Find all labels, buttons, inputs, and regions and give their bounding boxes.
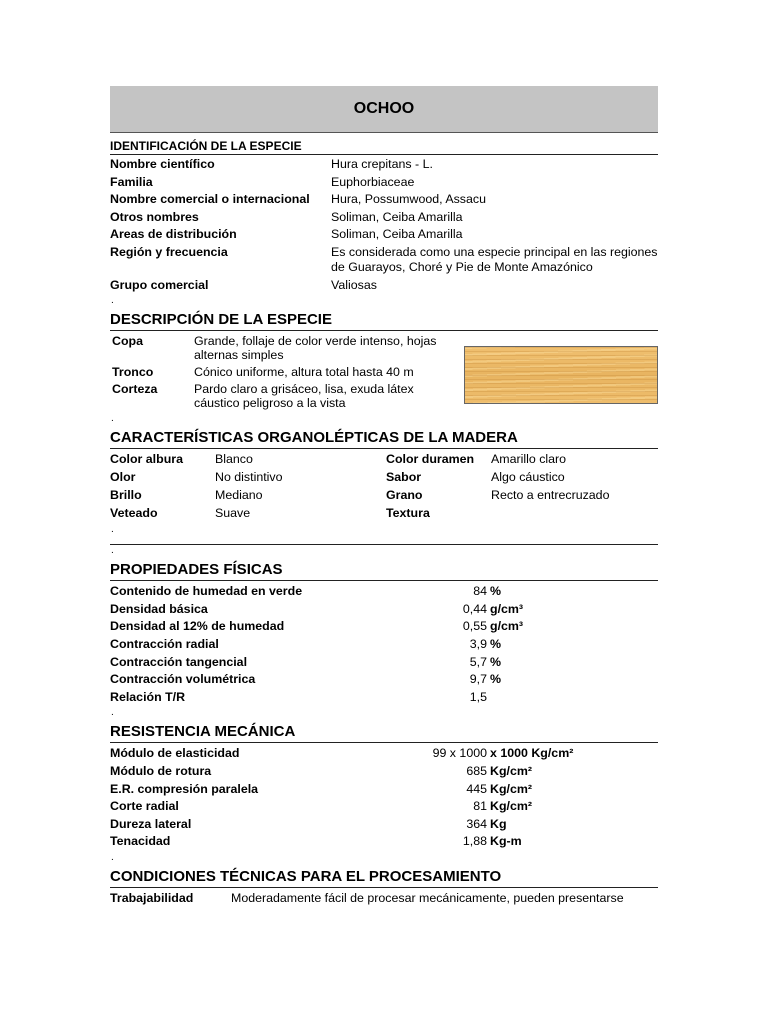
section-identificacion-heading: IDENTIFICACIÓN DE LA ESPECIE: [110, 133, 658, 155]
row-label: Veteado: [110, 506, 158, 521]
row-value: 685: [466, 763, 487, 778]
row-value: 9,7: [469, 672, 487, 687]
row-value: Amarillo claro: [491, 452, 567, 467]
row-label: Densidad al 12% de humedad: [110, 619, 285, 634]
row-value: Hura, Possumwood, Assacu: [331, 192, 486, 207]
table-row: [110, 488, 658, 503]
table-row: [110, 334, 450, 362]
organolepticas-table: [110, 452, 658, 521]
table-row: [110, 157, 658, 172]
table-row: [110, 655, 658, 670]
fisicas-table: [110, 584, 658, 705]
table-row: [110, 602, 658, 617]
row-value: 81: [473, 799, 487, 814]
table-row: [110, 192, 658, 207]
section-condiciones-heading: CONDICIONES TÉCNICAS PARA EL PROCESAMIENTO: [110, 864, 658, 888]
row-label: Corteza: [112, 382, 158, 397]
row-value: 3,9: [469, 636, 487, 651]
section-fisicas-heading: PROPIEDADES FÍSICAS: [110, 557, 658, 581]
row-unit: %: [490, 584, 502, 599]
row-label: E.R. compresión paralela: [110, 781, 259, 796]
row-label: Color albura: [110, 452, 183, 467]
mecanica-table: [110, 746, 658, 849]
row-unit: [487, 690, 490, 705]
row-value: No distintivo: [215, 470, 283, 485]
row-label: Contenido de humedad en verde: [110, 584, 303, 599]
separator-dot: .: [111, 295, 114, 307]
table-row: [110, 834, 658, 849]
table-row: [110, 782, 658, 797]
table-row: [110, 210, 658, 225]
row-value: Recto a entrecruzado: [491, 488, 610, 503]
row-label: Tronco: [112, 365, 154, 380]
row-label: Olor: [110, 470, 136, 485]
row-label: Otros nombres: [110, 209, 199, 224]
row-value: 1,5: [469, 689, 487, 704]
species-title: OCHOO: [110, 86, 658, 133]
section-descripcion-heading: DESCRIPCIÓN DE LA ESPECIE: [110, 307, 658, 331]
wood-sample-image: [464, 346, 658, 404]
row-value: Pardo claro a grisáceo, lisa, exuda látex cáustico peligroso a la vista: [194, 382, 414, 411]
table-row: [110, 278, 658, 293]
table-row: [110, 365, 450, 379]
row-label: Color duramen: [386, 452, 475, 467]
row-label: Textura: [386, 506, 430, 521]
row-value: Grande, follaje de color verde intenso, hojas alternas simples: [194, 334, 437, 363]
row-label: Areas de distribución: [110, 227, 237, 242]
section-mecanica-heading: RESISTENCIA MECÁNICA: [110, 719, 658, 743]
descripcion-table: [110, 334, 450, 413]
row-label: Región y frecuencia: [110, 244, 228, 259]
row-unit: Kg/cm²: [490, 799, 532, 814]
separator-dot: .: [111, 851, 114, 863]
table-row: [110, 690, 658, 705]
row-value: Soliman, Ceiba Amarilla: [331, 227, 463, 242]
row-label: Contracción tangencial: [110, 654, 248, 669]
table-row: [110, 175, 658, 190]
row-label: Copa: [112, 334, 143, 349]
row-label: Densidad básica: [110, 601, 208, 616]
row-label: Módulo de rotura: [110, 763, 212, 778]
row-value: 0,44: [462, 601, 487, 616]
row-value: Hura crepitans - L.: [331, 157, 433, 171]
row-unit: x 1000 Kg/cm²: [490, 746, 574, 761]
separator-dot: .: [111, 545, 114, 557]
table-row: [110, 746, 658, 761]
row-value: 0,55: [462, 619, 487, 634]
row-value: 445: [466, 781, 487, 796]
row-value: Euphorbiaceae: [331, 174, 415, 189]
row-label: Tenacidad: [110, 834, 171, 849]
table-row: [110, 891, 658, 906]
row-value: Algo cáustico: [491, 470, 565, 485]
row-label: Corte radial: [110, 799, 179, 814]
row-value: Soliman, Ceiba Amarilla: [331, 209, 463, 224]
row-label: Sabor: [386, 470, 422, 485]
row-label: Trabajabilidad: [110, 890, 194, 905]
datasheet: [110, 86, 658, 906]
table-row: [110, 227, 658, 242]
row-label: Grano: [386, 488, 423, 503]
table-row: [110, 506, 658, 521]
row-unit: Kg/cm²: [490, 781, 532, 796]
row-value: Moderadamente fácil de procesar mecánicamente, pueden presentarse: [231, 890, 624, 905]
table-row: [110, 452, 658, 467]
row-label: Nombre comercial o internacional: [110, 192, 310, 207]
row-value: [491, 506, 658, 521]
row-value: 364: [466, 816, 487, 831]
row-label: Dureza lateral: [110, 816, 192, 831]
row-value: Valiosas: [331, 277, 377, 292]
table-row: [110, 382, 450, 410]
row-label: Módulo de elasticidad: [110, 746, 240, 761]
table-row: [110, 764, 658, 779]
row-unit: %: [490, 672, 502, 687]
table-row: [110, 637, 658, 652]
row-label: Contracción radial: [110, 636, 219, 651]
identificacion-table: [110, 157, 658, 293]
table-row: [110, 619, 658, 634]
row-label: Relación T/R: [110, 689, 186, 704]
table-row: [110, 799, 658, 814]
row-value: Blanco: [215, 452, 253, 467]
separator-dot: .: [111, 707, 114, 719]
table-row: [110, 584, 658, 599]
descripcion-block: [110, 334, 658, 413]
separator-dot: .: [111, 524, 114, 536]
row-value: Mediano: [215, 488, 263, 503]
table-row: [110, 817, 658, 832]
row-value: 84: [473, 584, 487, 599]
row-label: Brillo: [110, 488, 142, 503]
row-unit: g/cm³: [490, 601, 524, 616]
separator-dot: .: [111, 413, 114, 425]
row-label: Familia: [110, 174, 153, 189]
row-value: 1,88: [462, 834, 487, 849]
table-row: [110, 245, 658, 275]
section-organolepticas-heading: CARACTERÍSTICAS ORGANOLÉPTICAS DE LA MADERA: [110, 425, 658, 449]
row-unit: %: [490, 636, 502, 651]
row-unit: Kg: [490, 816, 507, 831]
row-unit: Kg/cm²: [490, 763, 532, 778]
row-value: Cónico uniforme, altura total hasta 40 m: [194, 365, 414, 380]
table-row: [110, 672, 658, 687]
row-value: Suave: [215, 506, 251, 521]
table-row: [110, 470, 658, 485]
row-label: Contracción volumétrica: [110, 672, 256, 687]
row-value: 5,7: [469, 654, 487, 669]
row-unit: %: [490, 654, 502, 669]
row-unit: Kg-m: [490, 834, 522, 849]
row-label: Nombre científico: [110, 157, 215, 171]
row-value: 99 x 1000: [432, 746, 487, 761]
row-label: Grupo comercial: [110, 277, 209, 292]
condiciones-table: [110, 891, 658, 906]
row-unit: g/cm³: [490, 619, 524, 634]
row-value: Es considerada como una especie principal en las regiones de Guarayos, Choré y Pie de Monte Amazónico: [331, 244, 658, 274]
